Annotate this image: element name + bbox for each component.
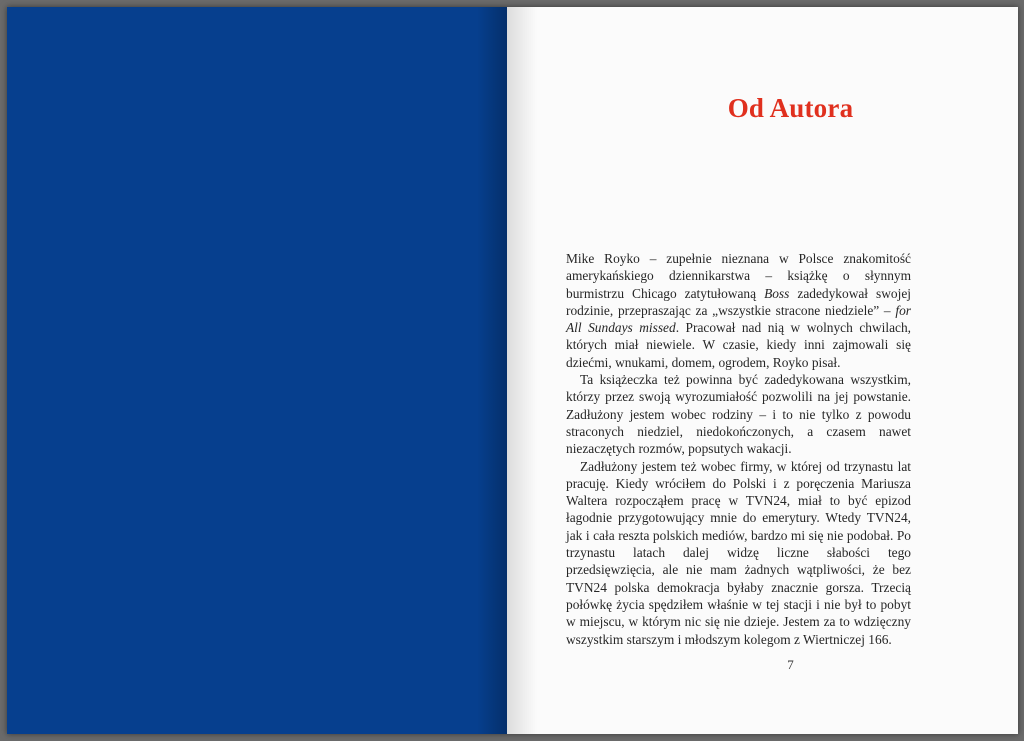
book-spread: [7, 7, 1018, 734]
text-run: Zadłużony jestem też wobec firmy, w której od trzynastu lat pracuję. Kiedy wróciłem do Polski i z poręczenia Mariusza Waltera rozpocząłem pracę w TVN24, miał to być epizod łagodnie przygotowujący mnie do emerytury. Wtedy TVN24, jak i cała reszta polskich mediów, bardzo mi się nie podobał. Po trzynastu latach dalej widzę liczne słabości tego przedsięwzięcia, ale nie mam żadnych wątpliwości, że bez TVN24 polska demokracja byłaby znacznie gorsza. Trzecią połówkę życia spędziłem właśnie w tej stacji i nie był to pobyt w miejscu, w którym nic się nie dzieje. Jestem za to wdzięczny wszystkim starszym i młodszym kolegom z Wiertniczej 166.: [566, 458, 911, 647]
paragraph-2: [566, 371, 911, 457]
paragraph-3: [566, 458, 911, 648]
chapter-title: Od Autora: [727, 93, 854, 123]
italic-run: for All Sundays missed: [566, 302, 911, 336]
page-number: 7: [787, 657, 794, 672]
right-page: [507, 7, 1018, 734]
italic-run: Boss: [764, 285, 790, 301]
left-page-blank-cover: [7, 7, 507, 734]
text-run: Mike Royko – zupełnie nieznana w Polsce znakomitość amerykańskiego dziennikarstwa – książkę o słynnym burmistrzu Chicago zatytułowaną: [566, 251, 911, 301]
text-run: Ta książeczka też powinna być zadedykowana wszystkim, którzy przez swoją wyrozumiałość pozwolili na jej powstanie. Zadłużony jestem wobec rodziny – i to nie tylko z powodu straconych niedziel, niedokończonych, a czasem nawet niezaczętych rozmów, popsutych wakacji.: [566, 372, 911, 457]
paragraph-1: [566, 250, 911, 371]
text-run: zadedykował swojej rodzinie, przepraszając za „wszystkie stracone niedziele” –: [566, 285, 911, 318]
text-run: . Pracował nad nią w wolnych chwilach, których miał niewiele. W czasie, kiedy inni zajmowali się dziećmi, wnukami, domem, ogrodem, Royko pisał.: [566, 320, 911, 370]
body-text: [566, 250, 911, 648]
